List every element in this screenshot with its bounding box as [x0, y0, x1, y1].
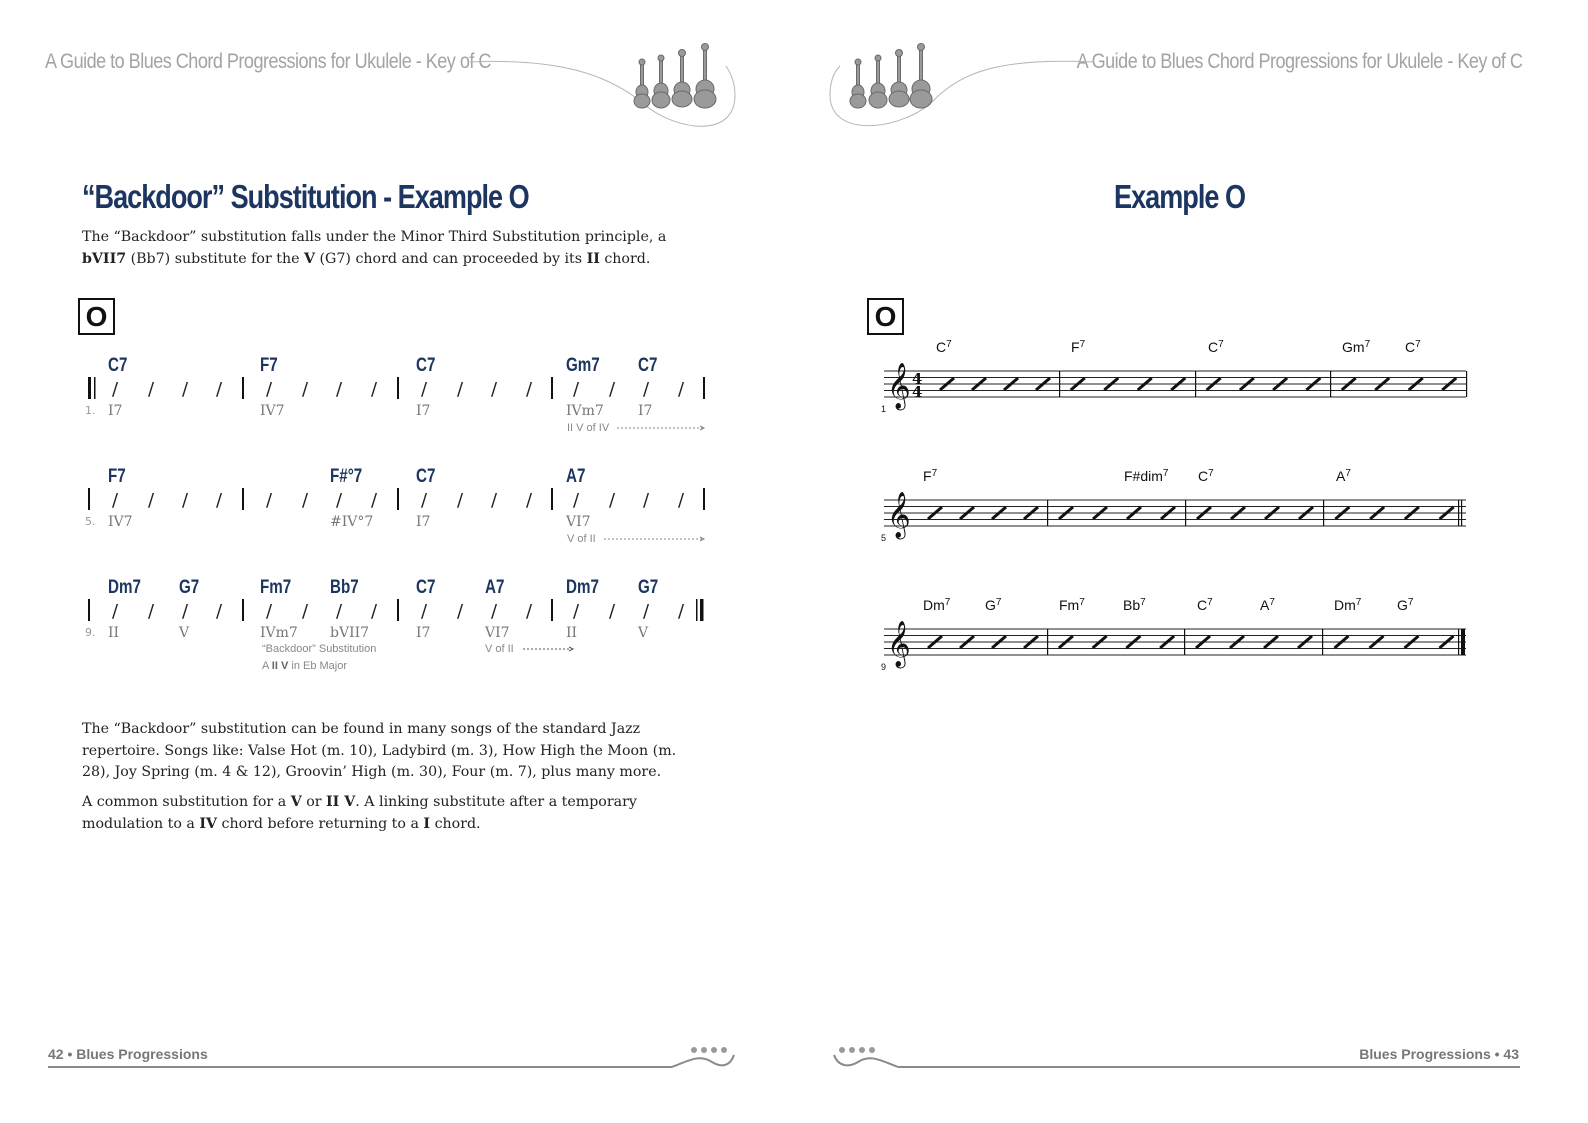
- beat-slash: /: [266, 379, 273, 400]
- chord-root: C: [1405, 339, 1416, 355]
- ukuleles-icon: [634, 44, 716, 109]
- beat-slash: /: [148, 379, 155, 400]
- chord-symbol: [1071, 339, 1086, 355]
- roman-numeral: II: [108, 625, 120, 641]
- chord-extension: 7: [1364, 339, 1371, 350]
- beat-slash: /: [112, 490, 119, 511]
- backdoor-annotation: “Backdoor” Substitution: [262, 643, 377, 655]
- chord-symbol: G7: [638, 575, 659, 598]
- chord-root: F: [1071, 339, 1080, 355]
- chart-row-1: [85, 353, 705, 434]
- time-signature-bottom: 4: [912, 383, 923, 401]
- beat-slash: /: [491, 379, 498, 400]
- chord-symbol: Dm7: [566, 575, 599, 598]
- chord-symbol: Gm7: [566, 353, 600, 376]
- chord-root: Fm: [1059, 597, 1080, 613]
- chord-extension: 7: [946, 339, 952, 350]
- beat-slash: /: [336, 379, 343, 400]
- beat-slash: /: [678, 490, 685, 511]
- beat-slash: /: [609, 601, 616, 622]
- barline: [551, 488, 553, 510]
- beat-slash: /: [573, 490, 580, 511]
- annotation-part: II: [271, 660, 278, 672]
- roman-numeral: V: [179, 625, 190, 641]
- ukuleles-icon: [850, 44, 932, 109]
- chord-extension: 7: [1162, 468, 1169, 479]
- beat-slash: /: [526, 490, 533, 511]
- chord-root: A: [1336, 468, 1346, 484]
- beat-slash: /: [573, 601, 580, 622]
- chord-symbol: [1405, 339, 1421, 355]
- chord-symbol: [1260, 597, 1275, 613]
- chord-extension: 7: [1218, 339, 1224, 350]
- barline: [1184, 629, 1185, 655]
- page-heading: Example O: [1114, 178, 1246, 215]
- chord-symbol: Bb7: [330, 575, 359, 598]
- beat-slash: /: [112, 601, 119, 622]
- beat-slash: /: [216, 601, 223, 622]
- annotation-part: in Eb Major: [288, 660, 348, 672]
- chord-root: Gm: [1342, 339, 1365, 355]
- chord-root: C: [1197, 597, 1208, 613]
- substitution-paragraph: A common substitution for a V or II V. A linking substitute after a temporary modulation to a IV chord before returning to a I chord.: [82, 794, 637, 832]
- barline: [1466, 371, 1467, 397]
- chord-extension: 7: [1407, 597, 1414, 608]
- beat-slash: /: [216, 379, 223, 400]
- staff-row-1: [881, 339, 1467, 414]
- barline: [1047, 629, 1048, 655]
- roman-numeral: I7: [416, 625, 431, 641]
- measure-number: 1: [881, 404, 887, 414]
- dots-ornament: [691, 1047, 727, 1053]
- beat-slash: /: [678, 601, 685, 622]
- header-title: A Guide to Blues Chord Progressions for Ukulele - Key of C: [45, 50, 491, 73]
- chord-symbol: [1397, 597, 1414, 613]
- beat-slash: /: [421, 490, 428, 511]
- barline: [242, 377, 244, 399]
- barline: [1322, 629, 1323, 655]
- chord-root: C: [1198, 468, 1209, 484]
- chord-root: Bb: [1123, 597, 1141, 613]
- chart-row-3: [85, 575, 704, 700]
- chord-root: A: [1260, 597, 1270, 613]
- barline: [551, 599, 553, 621]
- beat-slash: /: [421, 379, 428, 400]
- barline: [397, 488, 399, 510]
- chord-extension: 7: [1415, 339, 1421, 350]
- beat-slash: /: [302, 490, 309, 511]
- treble-clef-icon: 𝄞: [887, 363, 911, 409]
- chord-symbol: A7: [566, 464, 586, 487]
- measure-number: 5: [881, 533, 887, 543]
- repertoire-paragraph: The “Backdoor” substitution can be found in many songs of the standard Jazz repertoire. Songs like: Valse Hot (m. 10), Ladybird (m. 3), How High the Moon (m. 28), Joy Spring (m. 4 & 12), Groovin’ High (m. 30), Four (m. 7), plus many more.: [82, 721, 677, 780]
- beat-slash: /: [336, 490, 343, 511]
- roman-numeral: #IV°7: [330, 514, 374, 530]
- roman-numeral: IV7: [108, 514, 133, 530]
- beat-slash: /: [371, 490, 378, 511]
- chord-symbol: C7: [638, 353, 658, 376]
- intro-paragraph: The “Backdoor” substitution falls under the Minor Third Substitution principle, a bVII7 (Bb7) substitute for the V (G7) chord and can proceeded by its II chord.: [82, 229, 667, 267]
- annotation-part: V: [280, 660, 289, 672]
- staff-row-3: [881, 597, 1466, 672]
- eb-major-annotation: [262, 660, 347, 672]
- beat-slash: /: [266, 601, 273, 622]
- barline: [1195, 371, 1196, 397]
- beat-slash: /: [336, 601, 343, 622]
- barline: [1323, 500, 1324, 526]
- beat-slash: /: [643, 379, 650, 400]
- chord-root: Dm: [923, 597, 945, 613]
- barline: [242, 599, 244, 621]
- beat-slash: /: [609, 379, 616, 400]
- barline: [1185, 500, 1186, 526]
- chord-chart: [0, 340, 794, 700]
- roman-numeral: I7: [638, 403, 653, 419]
- barline: [397, 599, 399, 621]
- barline: [1059, 371, 1060, 397]
- measure-number: 1.: [85, 404, 96, 417]
- chord-symbol: F7: [260, 353, 278, 376]
- example-label-box: O: [867, 298, 904, 335]
- time-signature-top: 4: [912, 370, 923, 388]
- roman-numeral: I7: [416, 514, 431, 530]
- chord-root: F#dim: [1124, 468, 1163, 484]
- roman-numeral: I7: [416, 403, 431, 419]
- barline: [703, 488, 705, 510]
- beat-slash: /: [457, 601, 464, 622]
- barline: [1458, 629, 1459, 655]
- barline: [94, 377, 96, 399]
- beat-slash: /: [371, 601, 378, 622]
- chord-symbol: G7: [179, 575, 200, 598]
- beat-slash: /: [112, 379, 119, 400]
- chord-symbol: Fm7: [260, 575, 292, 598]
- beat-slash: /: [491, 490, 498, 511]
- beat-slash: /: [421, 601, 428, 622]
- chord-symbol: F7: [108, 464, 126, 487]
- lead-sheet: [794, 330, 1588, 690]
- chord-symbol: [1342, 339, 1371, 355]
- barline: [88, 488, 90, 510]
- chord-symbol: A7: [484, 575, 505, 598]
- barline: [1047, 500, 1048, 526]
- barline: [703, 377, 705, 399]
- chord-symbol: [1124, 468, 1169, 484]
- beat-slash: /: [266, 490, 273, 511]
- chord-extension: 7: [1079, 339, 1086, 350]
- chord-symbol: [1197, 597, 1213, 613]
- chord-root: F: [923, 468, 932, 484]
- chord-symbol: [985, 597, 1002, 613]
- final-barline: [1461, 629, 1465, 655]
- chord-symbol: [1208, 339, 1224, 355]
- roman-numeral: IVm7: [566, 403, 604, 419]
- chord-symbol: [936, 339, 952, 355]
- beat-slash: /: [371, 379, 378, 400]
- beat-slash: /: [182, 490, 189, 511]
- page-footer: Blues Progressions • 43: [1359, 1046, 1519, 1062]
- page-footer: 42 • Blues Progressions: [48, 1046, 208, 1062]
- beat-slash: /: [526, 379, 533, 400]
- chord-root: G: [985, 597, 996, 613]
- example-label-box: O: [78, 298, 115, 335]
- treble-clef-icon: 𝄞: [887, 621, 911, 667]
- beat-slash: /: [609, 490, 616, 511]
- measure-number: 9: [881, 662, 887, 672]
- dots-ornament: [839, 1047, 875, 1053]
- double-barline: [1461, 500, 1462, 526]
- annotation-part: A: [262, 660, 272, 672]
- barline: [1458, 500, 1459, 526]
- chord-symbol: [1198, 468, 1214, 484]
- chord-symbol: C7: [416, 575, 436, 598]
- measure-number: 5.: [85, 515, 96, 528]
- barline: [1330, 371, 1331, 397]
- barline: [551, 377, 553, 399]
- right-page: [794, 0, 1588, 1123]
- final-barline: [700, 599, 704, 621]
- roman-numeral: IVm7: [260, 625, 298, 641]
- beat-slash: /: [526, 601, 533, 622]
- beat-slash: /: [302, 601, 309, 622]
- roman-numeral: bVII7: [330, 625, 370, 641]
- beat-slash: /: [457, 379, 464, 400]
- beat-slash: /: [302, 379, 309, 400]
- treble-clef-icon: 𝄞: [887, 492, 911, 538]
- roman-numeral: V: [638, 625, 649, 641]
- chord-symbol: Dm7: [108, 575, 141, 598]
- roman-numeral: I7: [108, 403, 123, 419]
- header-title: A Guide to Blues Chord Progressions for Ukulele - Key of C: [1076, 50, 1522, 73]
- barline: [397, 377, 399, 399]
- chord-symbol: C7: [416, 464, 436, 487]
- analysis-annotation: V of II: [567, 533, 596, 545]
- analysis-annotation: V of II: [485, 643, 514, 655]
- repeat-start-barline: [88, 377, 91, 399]
- chord-extension: 7: [1355, 597, 1362, 608]
- roman-numeral: IV7: [260, 403, 285, 419]
- beat-slash: /: [643, 490, 650, 511]
- barline: [242, 488, 244, 510]
- beat-slash: /: [678, 379, 685, 400]
- chord-root: C: [1208, 339, 1219, 355]
- chord-root: G: [1397, 597, 1408, 613]
- measure-number: 9.: [85, 626, 96, 639]
- beat-slash: /: [148, 490, 155, 511]
- chord-root: C: [936, 339, 947, 355]
- beat-slash: /: [457, 490, 464, 511]
- roman-numeral: VI7: [485, 625, 510, 641]
- chord-symbol: [923, 597, 951, 613]
- chord-extension: 7: [1208, 468, 1214, 479]
- chord-extension: 7: [1345, 468, 1351, 479]
- chord-root: Dm: [1334, 597, 1356, 613]
- chord-extension: 7: [944, 597, 951, 608]
- page-heading: “Backdoor” Substitution - Example O: [82, 178, 529, 215]
- chord-symbol: C7: [108, 353, 128, 376]
- beat-slash: /: [216, 490, 223, 511]
- barline: [696, 599, 698, 621]
- chord-symbol: [1336, 468, 1351, 484]
- analysis-annotation: II V of IV: [567, 422, 610, 434]
- roman-numeral: II: [566, 625, 578, 641]
- beat-slash: /: [182, 379, 189, 400]
- chord-extension: 7: [1269, 597, 1275, 608]
- chord-extension: 7: [931, 468, 938, 479]
- chord-extension: 7: [1140, 597, 1146, 608]
- chord-symbol: [1123, 597, 1146, 613]
- roman-numeral: VI7: [566, 514, 591, 530]
- chord-symbol: C7: [416, 353, 436, 376]
- chord-extension: 7: [1079, 597, 1085, 608]
- barline: [88, 599, 90, 621]
- beat-slash: /: [182, 601, 189, 622]
- chart-row-2: [85, 464, 705, 545]
- staff-row-2: [881, 468, 1466, 543]
- chord-symbol: [1059, 597, 1085, 613]
- beat-slash: /: [643, 601, 650, 622]
- beat-slash: /: [573, 379, 580, 400]
- chord-symbol: F#°7: [330, 464, 363, 487]
- chord-symbol: [1334, 597, 1362, 613]
- beat-slash: /: [148, 601, 155, 622]
- chord-extension: 7: [995, 597, 1002, 608]
- chord-symbol: [923, 468, 938, 484]
- chord-extension: 7: [1207, 597, 1213, 608]
- beat-slash: /: [491, 601, 498, 622]
